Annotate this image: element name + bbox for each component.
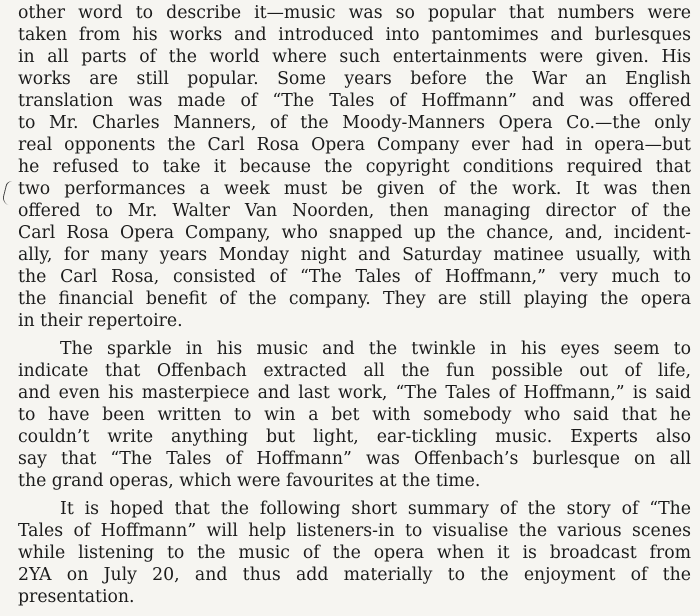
text-line: in their repertoire. bbox=[18, 311, 183, 331]
text-line: couldn’t write anything but light, ear-tickling music. Experts also bbox=[18, 427, 691, 447]
text-line: ally, for many years Monday night and Saturday matinee usually, with bbox=[18, 245, 691, 265]
text-line: and even his masterpiece and last work, “The Tales of Hoffmann,” is said bbox=[18, 383, 691, 403]
text-line: indicate that Offenbach extracted all the fun possible out of life, bbox=[18, 361, 691, 381]
text-line: the grand operas, which were favourites at the time. bbox=[18, 471, 481, 491]
text-line: in all parts of the world where such entertainments were given. His bbox=[18, 47, 691, 67]
text-line: The sparkle in his music and the twinkle in his eyes seem to bbox=[60, 339, 691, 359]
text-line: real opponents the Carl Rosa Opera Company ever had in opera—but bbox=[18, 135, 691, 155]
margin-pencil-mark bbox=[1, 180, 17, 206]
text-line: taken from his works and introduced into pantomimes and burlesques bbox=[18, 25, 691, 45]
text-line: while listening to the music of the opera when it is broadcast from bbox=[18, 543, 691, 563]
text-line: other word to describe it—music was so popular that numbers were bbox=[18, 3, 691, 23]
text-line: Tales of Hoffmann” will help listeners-in to visualise the various scenes bbox=[18, 521, 691, 541]
text-line: Carl Rosa Opera Company, who snapped up the chance, and, incident- bbox=[18, 223, 691, 243]
text-line: offered to Mr. Walter Van Noorden, then managing director of the bbox=[18, 201, 691, 221]
text-line: to have been written to win a bet with somebody who said that he bbox=[18, 405, 691, 425]
text-line: the financial benefit of the company. They are still playing the opera bbox=[18, 289, 691, 309]
text-line: to Mr. Charles Manners, of the Moody-Manners Opera Co.—the only bbox=[18, 113, 691, 133]
text-line: the Carl Rosa, consisted of “The Tales of Hoffmann,” very much to bbox=[18, 267, 691, 287]
text-line: he refused to take it because the copyright conditions required that bbox=[18, 157, 691, 177]
text-line: 2YA on July 20, and thus add materially to the enjoyment of the bbox=[18, 565, 691, 585]
text-line: works are still popular. Some years before the War an English bbox=[18, 69, 691, 89]
text-line: translation was made of “The Tales of Hoffmann” and was offered bbox=[18, 91, 691, 111]
text-line: say that “The Tales of Hoffmann” was Offenbach’s burlesque on all bbox=[18, 449, 691, 469]
text-line: It is hoped that the following short summary of the story of “The bbox=[60, 499, 691, 519]
text-line: two performances a week must be given of the work. It was then bbox=[18, 179, 691, 199]
text-line: presentation. bbox=[18, 587, 135, 607]
